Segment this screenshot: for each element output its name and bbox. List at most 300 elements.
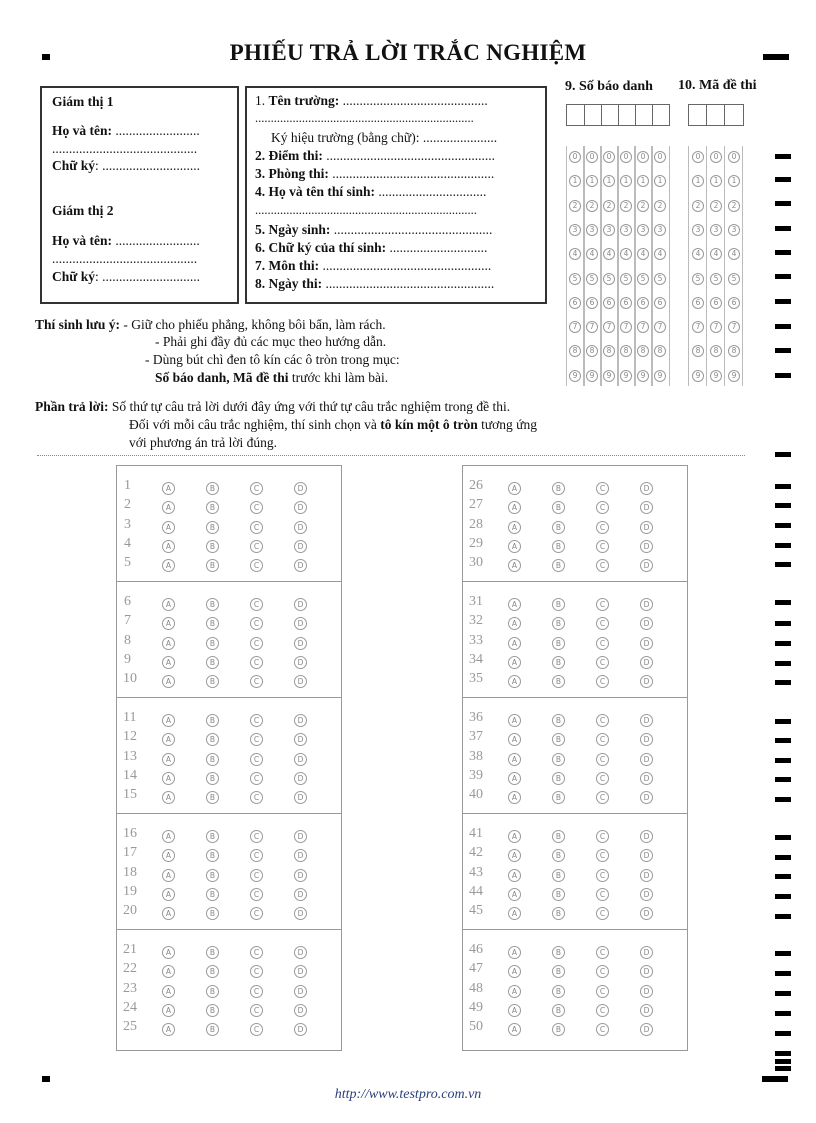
exam-code-bubble[interactable]: 2 (692, 200, 704, 212)
exam-code-bubble[interactable]: 4 (728, 248, 740, 260)
answer-bubble-b[interactable]: B (206, 888, 219, 901)
answer-bubble-d[interactable]: D (294, 907, 307, 920)
exam-code-bubble[interactable]: 0 (728, 151, 740, 163)
answer-bubble-a[interactable]: A (508, 714, 521, 727)
candidate-number-bubble[interactable]: 7 (603, 321, 615, 333)
answer-bubble-b[interactable]: B (206, 521, 219, 534)
exam-code-bubble[interactable]: 6 (692, 297, 704, 309)
answer-bubble-b[interactable]: B (552, 1023, 565, 1036)
exam-code-bubble[interactable]: 0 (692, 151, 704, 163)
answer-bubble-b[interactable]: B (552, 482, 565, 495)
answer-bubble-b[interactable]: B (552, 965, 565, 978)
candidate-number-bubble[interactable]: 0 (586, 151, 598, 163)
answer-bubble-c[interactable]: C (596, 1023, 609, 1036)
answer-bubble-a[interactable]: A (162, 501, 175, 514)
answer-bubble-b[interactable]: B (552, 849, 565, 862)
answer-bubble-c[interactable]: C (250, 482, 263, 495)
answer-bubble-d[interactable]: D (294, 617, 307, 630)
answer-bubble-a[interactable]: A (162, 888, 175, 901)
answer-bubble-c[interactable]: C (250, 656, 263, 669)
candidate-signature-field[interactable]: 6. Chữ ký của thí sinh: ............................. (255, 240, 488, 255)
candidate-number-bubble[interactable]: 9 (569, 370, 581, 382)
answer-bubble-a[interactable]: A (162, 714, 175, 727)
candidate-number-entry-boxes[interactable] (566, 104, 670, 126)
candidate-number-bubble[interactable]: 6 (654, 297, 666, 309)
answer-bubble-b[interactable]: B (206, 849, 219, 862)
candidate-number-bubble[interactable]: 4 (620, 248, 632, 260)
supervisor-1-name-field[interactable]: Họ và tên: ......................... (52, 123, 200, 138)
exam-code-bubble[interactable]: 5 (710, 273, 722, 285)
candidate-number-bubble[interactable]: 6 (586, 297, 598, 309)
answer-bubble-c[interactable]: C (596, 521, 609, 534)
answer-bubble-c[interactable]: C (596, 965, 609, 978)
candidate-number-bubble[interactable]: 2 (637, 200, 649, 212)
answer-bubble-c[interactable]: C (250, 791, 263, 804)
answer-bubble-a[interactable]: A (508, 830, 521, 843)
answer-bubble-b[interactable]: B (206, 985, 219, 998)
exam-code-bubble[interactable]: 3 (710, 224, 722, 236)
candidate-number-bubble[interactable]: 8 (569, 345, 581, 357)
candidate-number-bubble[interactable]: 4 (654, 248, 666, 260)
answer-bubble-a[interactable]: A (508, 965, 521, 978)
answer-bubble-a[interactable]: A (162, 791, 175, 804)
answer-bubble-c[interactable]: C (250, 830, 263, 843)
answer-bubble-d[interactable]: D (640, 482, 653, 495)
candidate-number-bubble[interactable]: 5 (620, 273, 632, 285)
answer-bubble-d[interactable]: D (294, 501, 307, 514)
answer-bubble-a[interactable]: A (162, 637, 175, 650)
answer-bubble-a[interactable]: A (508, 772, 521, 785)
answer-bubble-a[interactable]: A (508, 675, 521, 688)
answer-bubble-c[interactable]: C (250, 965, 263, 978)
candidate-number-bubble[interactable]: 4 (569, 248, 581, 260)
answer-bubble-a[interactable]: A (508, 540, 521, 553)
candidate-number-bubble[interactable]: 1 (603, 175, 615, 187)
answer-bubble-c[interactable]: C (596, 985, 609, 998)
answer-bubble-d[interactable]: D (640, 521, 653, 534)
candidate-number-bubble[interactable]: 3 (654, 224, 666, 236)
answer-bubble-d[interactable]: D (640, 830, 653, 843)
answer-bubble-d[interactable]: D (294, 1023, 307, 1036)
candidate-number-bubble[interactable]: 4 (586, 248, 598, 260)
answer-bubble-a[interactable]: A (162, 849, 175, 862)
answer-bubble-d[interactable]: D (640, 598, 653, 611)
candidate-number-bubble[interactable]: 3 (603, 224, 615, 236)
answer-bubble-b[interactable]: B (206, 637, 219, 650)
answer-bubble-a[interactable]: A (162, 559, 175, 572)
answer-bubble-a[interactable]: A (508, 482, 521, 495)
answer-bubble-a[interactable]: A (508, 888, 521, 901)
answer-bubble-a[interactable]: A (162, 907, 175, 920)
answer-bubble-b[interactable]: B (552, 501, 565, 514)
answer-bubble-c[interactable]: C (250, 617, 263, 630)
answer-bubble-b[interactable]: B (206, 1023, 219, 1036)
answer-bubble-a[interactable]: A (162, 830, 175, 843)
answer-bubble-d[interactable]: D (294, 791, 307, 804)
answer-bubble-c[interactable]: C (596, 675, 609, 688)
answer-bubble-a[interactable]: A (508, 791, 521, 804)
answer-bubble-d[interactable]: D (294, 521, 307, 534)
answer-bubble-c[interactable]: C (596, 1004, 609, 1017)
supervisor-2-name-field[interactable]: Họ và tên: ......................... (52, 233, 200, 248)
exam-code-bubble[interactable]: 9 (692, 370, 704, 382)
answer-bubble-d[interactable]: D (640, 637, 653, 650)
answer-bubble-a[interactable]: A (508, 1023, 521, 1036)
answer-bubble-c[interactable]: C (596, 482, 609, 495)
answer-bubble-c[interactable]: C (596, 946, 609, 959)
candidate-number-bubble[interactable]: 2 (620, 200, 632, 212)
answer-bubble-d[interactable]: D (640, 753, 653, 766)
answer-bubble-b[interactable]: B (552, 598, 565, 611)
candidate-number-bubble[interactable]: 8 (654, 345, 666, 357)
answer-bubble-c[interactable]: C (596, 772, 609, 785)
exam-code-bubble[interactable]: 5 (728, 273, 740, 285)
candidate-number-bubble[interactable]: 8 (603, 345, 615, 357)
answer-bubble-b[interactable]: B (206, 598, 219, 611)
answer-bubble-d[interactable]: D (294, 656, 307, 669)
answer-bubble-b[interactable]: B (552, 753, 565, 766)
answer-bubble-a[interactable]: A (162, 772, 175, 785)
answer-bubble-c[interactable]: C (250, 946, 263, 959)
candidate-number-bubble[interactable]: 7 (637, 321, 649, 333)
answer-bubble-c[interactable]: C (596, 656, 609, 669)
exam-code-bubble[interactable]: 3 (692, 224, 704, 236)
answer-bubble-b[interactable]: B (206, 733, 219, 746)
supervisor-1-signature-field[interactable]: Chữ ký: ............................. (52, 158, 201, 173)
answer-bubble-a[interactable]: A (162, 946, 175, 959)
exam-date-field[interactable]: 8. Ngày thi: .................................................. (255, 276, 495, 291)
answer-bubble-b[interactable]: B (206, 946, 219, 959)
answer-bubble-d[interactable]: D (640, 1023, 653, 1036)
answer-bubble-b[interactable]: B (206, 965, 219, 978)
answer-bubble-c[interactable]: C (250, 753, 263, 766)
candidate-number-bubble[interactable]: 3 (586, 224, 598, 236)
answer-bubble-a[interactable]: A (162, 656, 175, 669)
answer-bubble-d[interactable]: D (640, 1004, 653, 1017)
answer-bubble-d[interactable]: D (294, 714, 307, 727)
answer-bubble-a[interactable]: A (508, 1004, 521, 1017)
answer-bubble-d[interactable]: D (640, 849, 653, 862)
answer-bubble-a[interactable]: A (162, 482, 175, 495)
answer-bubble-d[interactable]: D (294, 830, 307, 843)
answer-bubble-a[interactable]: A (162, 985, 175, 998)
footer-url[interactable]: http://www.testpro.com.vn (334, 1087, 482, 1102)
answer-bubble-d[interactable]: D (294, 637, 307, 650)
candidate-name-field[interactable]: 4. Họ và tên thí sinh: ................................ (255, 184, 487, 199)
answer-bubble-b[interactable]: B (552, 675, 565, 688)
candidate-number-bubble[interactable]: 5 (637, 273, 649, 285)
answer-bubble-a[interactable]: A (508, 617, 521, 630)
answer-bubble-a[interactable]: A (162, 598, 175, 611)
exam-code-bubble[interactable]: 7 (710, 321, 722, 333)
answer-bubble-a[interactable]: A (508, 501, 521, 514)
answer-bubble-c[interactable]: C (596, 540, 609, 553)
answer-bubble-d[interactable]: D (640, 559, 653, 572)
answer-bubble-a[interactable]: A (508, 598, 521, 611)
answer-bubble-b[interactable]: B (552, 714, 565, 727)
answer-bubble-b[interactable]: B (206, 869, 219, 882)
answer-bubble-b[interactable]: B (206, 830, 219, 843)
answer-bubble-c[interactable]: C (250, 540, 263, 553)
candidate-number-bubble[interactable]: 5 (586, 273, 598, 285)
exam-code-bubble[interactable]: 8 (728, 345, 740, 357)
answer-bubble-b[interactable]: B (206, 907, 219, 920)
answer-bubble-b[interactable]: B (552, 656, 565, 669)
answer-bubble-d[interactable]: D (294, 482, 307, 495)
answer-bubble-c[interactable]: C (250, 869, 263, 882)
exam-code-bubble[interactable]: 5 (692, 273, 704, 285)
answer-bubble-b[interactable]: B (552, 869, 565, 882)
answer-bubble-b[interactable]: B (552, 1004, 565, 1017)
answer-bubble-d[interactable]: D (294, 888, 307, 901)
answer-bubble-a[interactable]: A (508, 869, 521, 882)
candidate-number-bubble[interactable]: 9 (654, 370, 666, 382)
answer-bubble-a[interactable]: A (508, 637, 521, 650)
answer-bubble-b[interactable]: B (206, 772, 219, 785)
answer-bubble-c[interactable]: C (250, 849, 263, 862)
answer-bubble-c[interactable]: C (250, 733, 263, 746)
candidate-number-bubble[interactable]: 0 (603, 151, 615, 163)
answer-bubble-c[interactable]: C (596, 888, 609, 901)
exam-code-bubble[interactable]: 1 (710, 175, 722, 187)
answer-bubble-b[interactable]: B (552, 637, 565, 650)
answer-bubble-c[interactable]: C (250, 985, 263, 998)
answer-bubble-d[interactable]: D (640, 869, 653, 882)
answer-bubble-d[interactable]: D (294, 849, 307, 862)
candidate-number-bubble[interactable]: 6 (569, 297, 581, 309)
answer-bubble-c[interactable]: C (250, 598, 263, 611)
answer-bubble-d[interactable]: D (294, 946, 307, 959)
answer-bubble-b[interactable]: B (552, 772, 565, 785)
candidate-number-bubble[interactable]: 8 (620, 345, 632, 357)
exam-code-bubble[interactable]: 9 (710, 370, 722, 382)
exam-code-bubble[interactable]: 4 (692, 248, 704, 260)
answer-bubble-a[interactable]: A (508, 907, 521, 920)
answer-bubble-a[interactable]: A (162, 965, 175, 978)
answer-bubble-d[interactable]: D (640, 501, 653, 514)
answer-bubble-d[interactable]: D (294, 772, 307, 785)
answer-bubble-d[interactable]: D (640, 965, 653, 978)
answer-bubble-b[interactable]: B (206, 675, 219, 688)
candidate-number-bubble[interactable]: 2 (569, 200, 581, 212)
answer-bubble-c[interactable]: C (596, 559, 609, 572)
answer-bubble-c[interactable]: C (596, 617, 609, 630)
candidate-number-bubble[interactable]: 0 (569, 151, 581, 163)
candidate-number-bubble[interactable]: 2 (603, 200, 615, 212)
answer-bubble-c[interactable]: C (596, 830, 609, 843)
candidate-number-bubble[interactable]: 5 (654, 273, 666, 285)
answer-bubble-c[interactable]: C (596, 849, 609, 862)
candidate-number-bubble[interactable]: 1 (620, 175, 632, 187)
subject-field[interactable]: 7. Môn thi: .................................................. (255, 258, 492, 273)
answer-bubble-a[interactable]: A (162, 1023, 175, 1036)
candidate-number-bubble[interactable]: 6 (620, 297, 632, 309)
candidate-number-bubble[interactable]: 2 (654, 200, 666, 212)
answer-bubble-d[interactable]: D (294, 965, 307, 978)
candidate-number-bubble[interactable]: 7 (586, 321, 598, 333)
exam-code-entry-boxes[interactable] (688, 104, 744, 126)
answer-bubble-a[interactable]: A (508, 946, 521, 959)
answer-bubble-c[interactable]: C (596, 733, 609, 746)
candidate-number-bubble[interactable]: 3 (637, 224, 649, 236)
answer-bubble-b[interactable]: B (206, 501, 219, 514)
answer-bubble-b[interactable]: B (552, 888, 565, 901)
exam-code-bubble[interactable]: 7 (728, 321, 740, 333)
answer-bubble-b[interactable]: B (206, 482, 219, 495)
candidate-number-bubble[interactable]: 7 (654, 321, 666, 333)
exam-code-bubble[interactable]: 1 (692, 175, 704, 187)
answer-bubble-c[interactable]: C (250, 714, 263, 727)
answer-bubble-b[interactable]: B (206, 656, 219, 669)
candidate-number-bubble[interactable]: 2 (586, 200, 598, 212)
candidate-number-bubble[interactable]: 6 (603, 297, 615, 309)
exam-code-bubble[interactable]: 3 (728, 224, 740, 236)
answer-bubble-d[interactable]: D (640, 946, 653, 959)
answer-bubble-b[interactable]: B (206, 791, 219, 804)
answer-bubble-a[interactable]: A (508, 559, 521, 572)
candidate-number-bubble[interactable]: 7 (620, 321, 632, 333)
answer-bubble-d[interactable]: D (640, 617, 653, 630)
answer-bubble-b[interactable]: B (552, 946, 565, 959)
answer-bubble-c[interactable]: C (250, 888, 263, 901)
candidate-number-bubble[interactable]: 0 (620, 151, 632, 163)
answer-bubble-c[interactable]: C (596, 791, 609, 804)
answer-bubble-c[interactable]: C (596, 753, 609, 766)
exam-code-bubble[interactable]: 4 (710, 248, 722, 260)
candidate-number-bubble[interactable]: 4 (637, 248, 649, 260)
candidate-number-bubble[interactable]: 8 (637, 345, 649, 357)
candidate-number-bubble[interactable]: 9 (603, 370, 615, 382)
answer-bubble-d[interactable]: D (294, 1004, 307, 1017)
answer-bubble-c[interactable]: C (596, 501, 609, 514)
exam-code-bubble[interactable]: 2 (710, 200, 722, 212)
candidate-number-bubble[interactable]: 0 (637, 151, 649, 163)
score-field[interactable]: 2. Điểm thi: .................................................. (255, 148, 495, 163)
candidate-number-bubble[interactable]: 8 (586, 345, 598, 357)
answer-bubble-b[interactable]: B (552, 733, 565, 746)
answer-bubble-b[interactable]: B (206, 753, 219, 766)
answer-bubble-b[interactable]: B (552, 830, 565, 843)
answer-bubble-b[interactable]: B (552, 540, 565, 553)
answer-bubble-d[interactable]: D (294, 733, 307, 746)
exam-code-bubble[interactable]: 7 (692, 321, 704, 333)
exam-code-bubble[interactable]: 2 (728, 200, 740, 212)
answer-bubble-a[interactable]: A (508, 985, 521, 998)
answer-bubble-c[interactable]: C (250, 772, 263, 785)
answer-bubble-a[interactable]: A (162, 753, 175, 766)
answer-bubble-a[interactable]: A (508, 849, 521, 862)
answer-bubble-d[interactable]: D (294, 753, 307, 766)
answer-bubble-b[interactable]: B (206, 540, 219, 553)
answer-bubble-b[interactable]: B (206, 617, 219, 630)
answer-bubble-d[interactable]: D (640, 907, 653, 920)
school-code-field[interactable]: Ký hiệu trường (bằng chữ): ...................... (271, 130, 498, 145)
answer-bubble-a[interactable]: A (508, 656, 521, 669)
answer-bubble-d[interactable]: D (294, 540, 307, 553)
answer-bubble-a[interactable]: A (508, 521, 521, 534)
exam-code-bubble[interactable]: 6 (710, 297, 722, 309)
answer-bubble-d[interactable]: D (640, 733, 653, 746)
room-field[interactable]: 3. Phòng thi: ................................................ (255, 166, 495, 181)
candidate-number-bubble[interactable]: 1 (569, 175, 581, 187)
answer-bubble-c[interactable]: C (250, 675, 263, 688)
answer-bubble-b[interactable]: B (552, 521, 565, 534)
answer-bubble-c[interactable]: C (250, 501, 263, 514)
answer-bubble-c[interactable]: C (250, 1023, 263, 1036)
answer-bubble-d[interactable]: D (640, 656, 653, 669)
answer-bubble-d[interactable]: D (294, 559, 307, 572)
exam-code-bubble[interactable]: 9 (728, 370, 740, 382)
answer-bubble-c[interactable]: C (596, 714, 609, 727)
school-name-field[interactable]: 1. Tên trường: ........................................... (255, 93, 488, 108)
answer-bubble-c[interactable]: C (250, 637, 263, 650)
answer-bubble-c[interactable]: C (250, 1004, 263, 1017)
answer-bubble-b[interactable]: B (552, 617, 565, 630)
candidate-number-bubble[interactable]: 9 (637, 370, 649, 382)
answer-bubble-d[interactable]: D (294, 598, 307, 611)
answer-bubble-d[interactable]: D (640, 540, 653, 553)
candidate-number-bubble[interactable]: 6 (637, 297, 649, 309)
candidate-number-bubble[interactable]: 0 (654, 151, 666, 163)
exam-code-bubble[interactable]: 1 (728, 175, 740, 187)
answer-bubble-a[interactable]: A (162, 675, 175, 688)
answer-bubble-c[interactable]: C (250, 559, 263, 572)
candidate-number-bubble[interactable]: 3 (569, 224, 581, 236)
answer-bubble-c[interactable]: C (596, 598, 609, 611)
answer-bubble-b[interactable]: B (206, 1004, 219, 1017)
candidate-number-bubble[interactable]: 7 (569, 321, 581, 333)
answer-bubble-a[interactable]: A (162, 540, 175, 553)
candidate-number-bubble[interactable]: 5 (569, 273, 581, 285)
answer-bubble-c[interactable]: C (596, 907, 609, 920)
answer-bubble-a[interactable]: A (162, 1004, 175, 1017)
answer-bubble-d[interactable]: D (640, 675, 653, 688)
answer-bubble-c[interactable]: C (250, 907, 263, 920)
answer-bubble-d[interactable]: D (640, 772, 653, 785)
answer-bubble-d[interactable]: D (640, 714, 653, 727)
answer-bubble-a[interactable]: A (162, 617, 175, 630)
answer-bubble-d[interactable]: D (294, 985, 307, 998)
answer-bubble-b[interactable]: B (206, 559, 219, 572)
exam-code-bubble[interactable]: 8 (692, 345, 704, 357)
answer-bubble-a[interactable]: A (162, 869, 175, 882)
answer-bubble-d[interactable]: D (640, 888, 653, 901)
candidate-number-bubble[interactable]: 1 (637, 175, 649, 187)
answer-bubble-d[interactable]: D (294, 675, 307, 688)
answer-bubble-b[interactable]: B (552, 559, 565, 572)
exam-code-bubble[interactable]: 0 (710, 151, 722, 163)
candidate-number-bubble[interactable]: 9 (620, 370, 632, 382)
answer-bubble-a[interactable]: A (162, 733, 175, 746)
answer-bubble-a[interactable]: A (508, 733, 521, 746)
answer-bubble-b[interactable]: B (206, 714, 219, 727)
birth-date-field[interactable]: 5. Ngày sinh: ............................................... (255, 222, 493, 237)
answer-bubble-b[interactable]: B (552, 985, 565, 998)
candidate-number-bubble[interactable]: 9 (586, 370, 598, 382)
candidate-number-bubble[interactable]: 3 (620, 224, 632, 236)
exam-code-bubble[interactable]: 6 (728, 297, 740, 309)
answer-bubble-d[interactable]: D (294, 869, 307, 882)
answer-bubble-b[interactable]: B (552, 791, 565, 804)
answer-bubble-d[interactable]: D (640, 791, 653, 804)
candidate-number-bubble[interactable]: 1 (586, 175, 598, 187)
answer-bubble-d[interactable]: D (640, 985, 653, 998)
answer-bubble-a[interactable]: A (508, 753, 521, 766)
answer-bubble-b[interactable]: B (552, 907, 565, 920)
answer-bubble-c[interactable]: C (596, 637, 609, 650)
answer-bubble-c[interactable]: C (596, 869, 609, 882)
candidate-number-bubble[interactable]: 4 (603, 248, 615, 260)
